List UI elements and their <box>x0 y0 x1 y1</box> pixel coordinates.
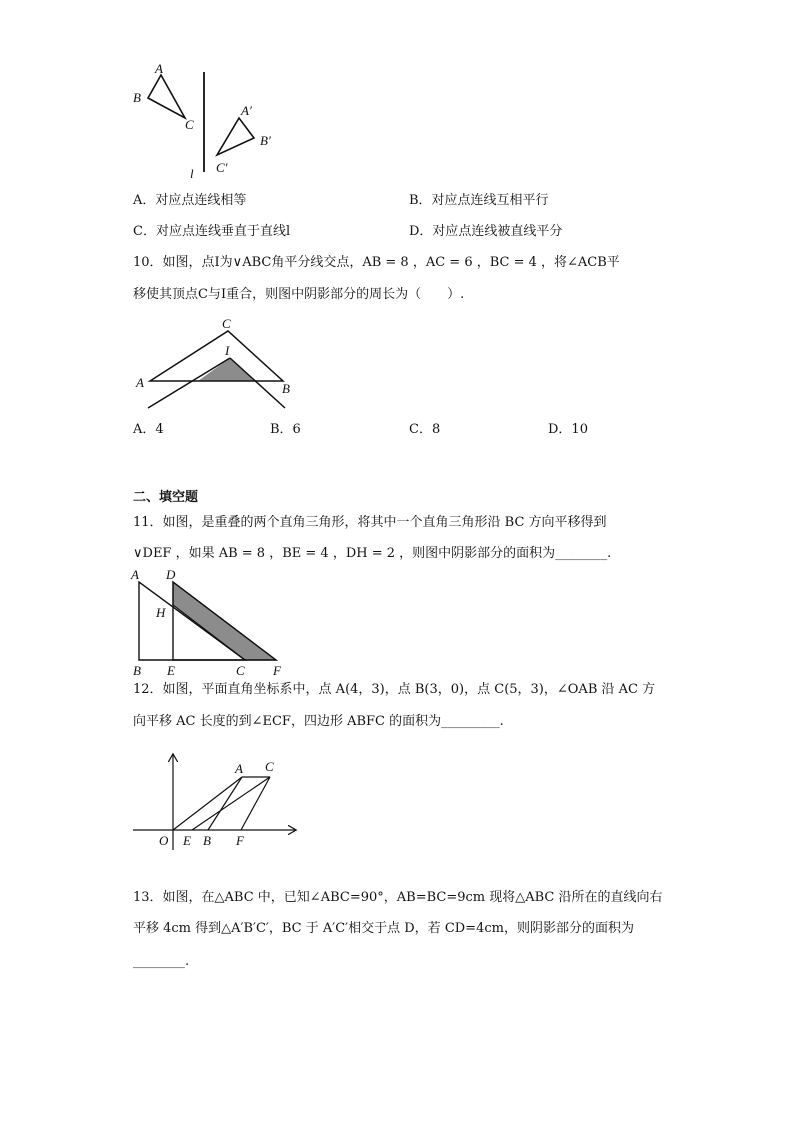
q11-line1: 11．如图，是重叠的两个直角三角形，将其中一个直角三角形沿 BC 方向平移得到 <box>133 515 607 530</box>
q11-figure <box>128 565 293 680</box>
q10-label-i: I <box>225 343 230 358</box>
q12-label-o: O <box>159 833 169 848</box>
segment-cf <box>241 777 270 830</box>
q9-option-d: D．对应点连线被直线平分 <box>409 224 563 239</box>
q9-label-a1: A′ <box>241 103 252 118</box>
q10-line2: 移使其顶点C与I重合，则图中阴影部分的周长为（ ）. <box>133 287 465 302</box>
q9-label-c1: C′ <box>216 160 228 175</box>
triangle-abc-11 <box>139 582 245 660</box>
q10-option-d: D．10 <box>548 422 588 437</box>
translated-ray-right <box>230 358 285 408</box>
triangle-a1b1c1 <box>217 118 254 155</box>
q12-label-c: C <box>265 759 274 774</box>
segment-ab <box>208 777 242 830</box>
q11-label-c: C <box>236 663 245 678</box>
q10-label-a: A <box>136 375 144 390</box>
q12-label-b: B <box>203 833 211 848</box>
triangle-abc <box>148 75 185 118</box>
translated-ray-left <box>148 358 230 408</box>
q12-label-f: F <box>236 833 244 848</box>
q9-label-b: B <box>133 90 141 105</box>
q11-line2: ∨DEF ，如果 AB = 8 ，BE = 4 ，DH = 2 ，则图中阴影部分的面积为________. <box>133 546 612 561</box>
q9-option-a: A．对应点连线相等 <box>133 193 247 208</box>
q11-label-a: A <box>131 567 139 582</box>
q9-label-a: A <box>155 61 163 76</box>
q9-label-c: C <box>185 117 194 132</box>
q9-option-c: C．对应点连线垂直于直线l <box>133 224 291 239</box>
q11-label-h: H <box>156 605 166 620</box>
q10-option-a: A．4 <box>133 422 164 437</box>
q10-figure <box>130 315 310 415</box>
q12-line2: 向平移 AC 长度的到∠ECF，四边形 ABFC 的面积为_________. <box>133 714 504 729</box>
q13-line2: 平移 4cm 得到△A′B′C′，BC 于 A′C′相交于点 D，若 CD=4cm，则阴影部分的面积为 <box>133 921 634 936</box>
q10-option-c: C．8 <box>409 422 441 437</box>
q11-label-b: B <box>133 663 141 678</box>
q12-label-a: A <box>235 761 243 776</box>
triangle-def <box>173 582 276 660</box>
q12-figure <box>128 750 303 855</box>
q10-label-b: B <box>282 381 290 396</box>
q12-line1: 12．如图，平面直角坐标系中，点 A(4，3)，点 B(3，0)，点 C(5，3)，∠OAB 沿 AC 方 <box>133 682 656 697</box>
q9-option-b: B．对应点连线互相平行 <box>409 193 549 208</box>
q12-label-e: E <box>183 833 191 848</box>
q9-label-b1: B′ <box>260 133 271 148</box>
q11-label-d: D <box>166 567 176 582</box>
q10-shaded-triangle <box>198 358 254 381</box>
q13-line1: 13．如图，在△ABC 中，已知∠ABC=90°，AB=BC=9cm 现将△ABC 沿所在的直线向右 <box>133 890 663 905</box>
q10-label-c: C <box>222 316 231 331</box>
q9-label-l: l <box>190 166 194 181</box>
q10-line1: 10．如图，点I为∨ABC角平分线交点，AB = 8 ，AC = 6 ，BC = 4 ，将∠ACB平 <box>133 255 620 270</box>
q13-line3: ________. <box>133 954 190 969</box>
q10-option-b: B．6 <box>270 422 301 437</box>
section-title: 二、填空题 <box>133 490 199 505</box>
q11-label-f: F <box>273 663 281 678</box>
q11-label-e: E <box>167 663 175 678</box>
q9-figure <box>128 60 288 185</box>
